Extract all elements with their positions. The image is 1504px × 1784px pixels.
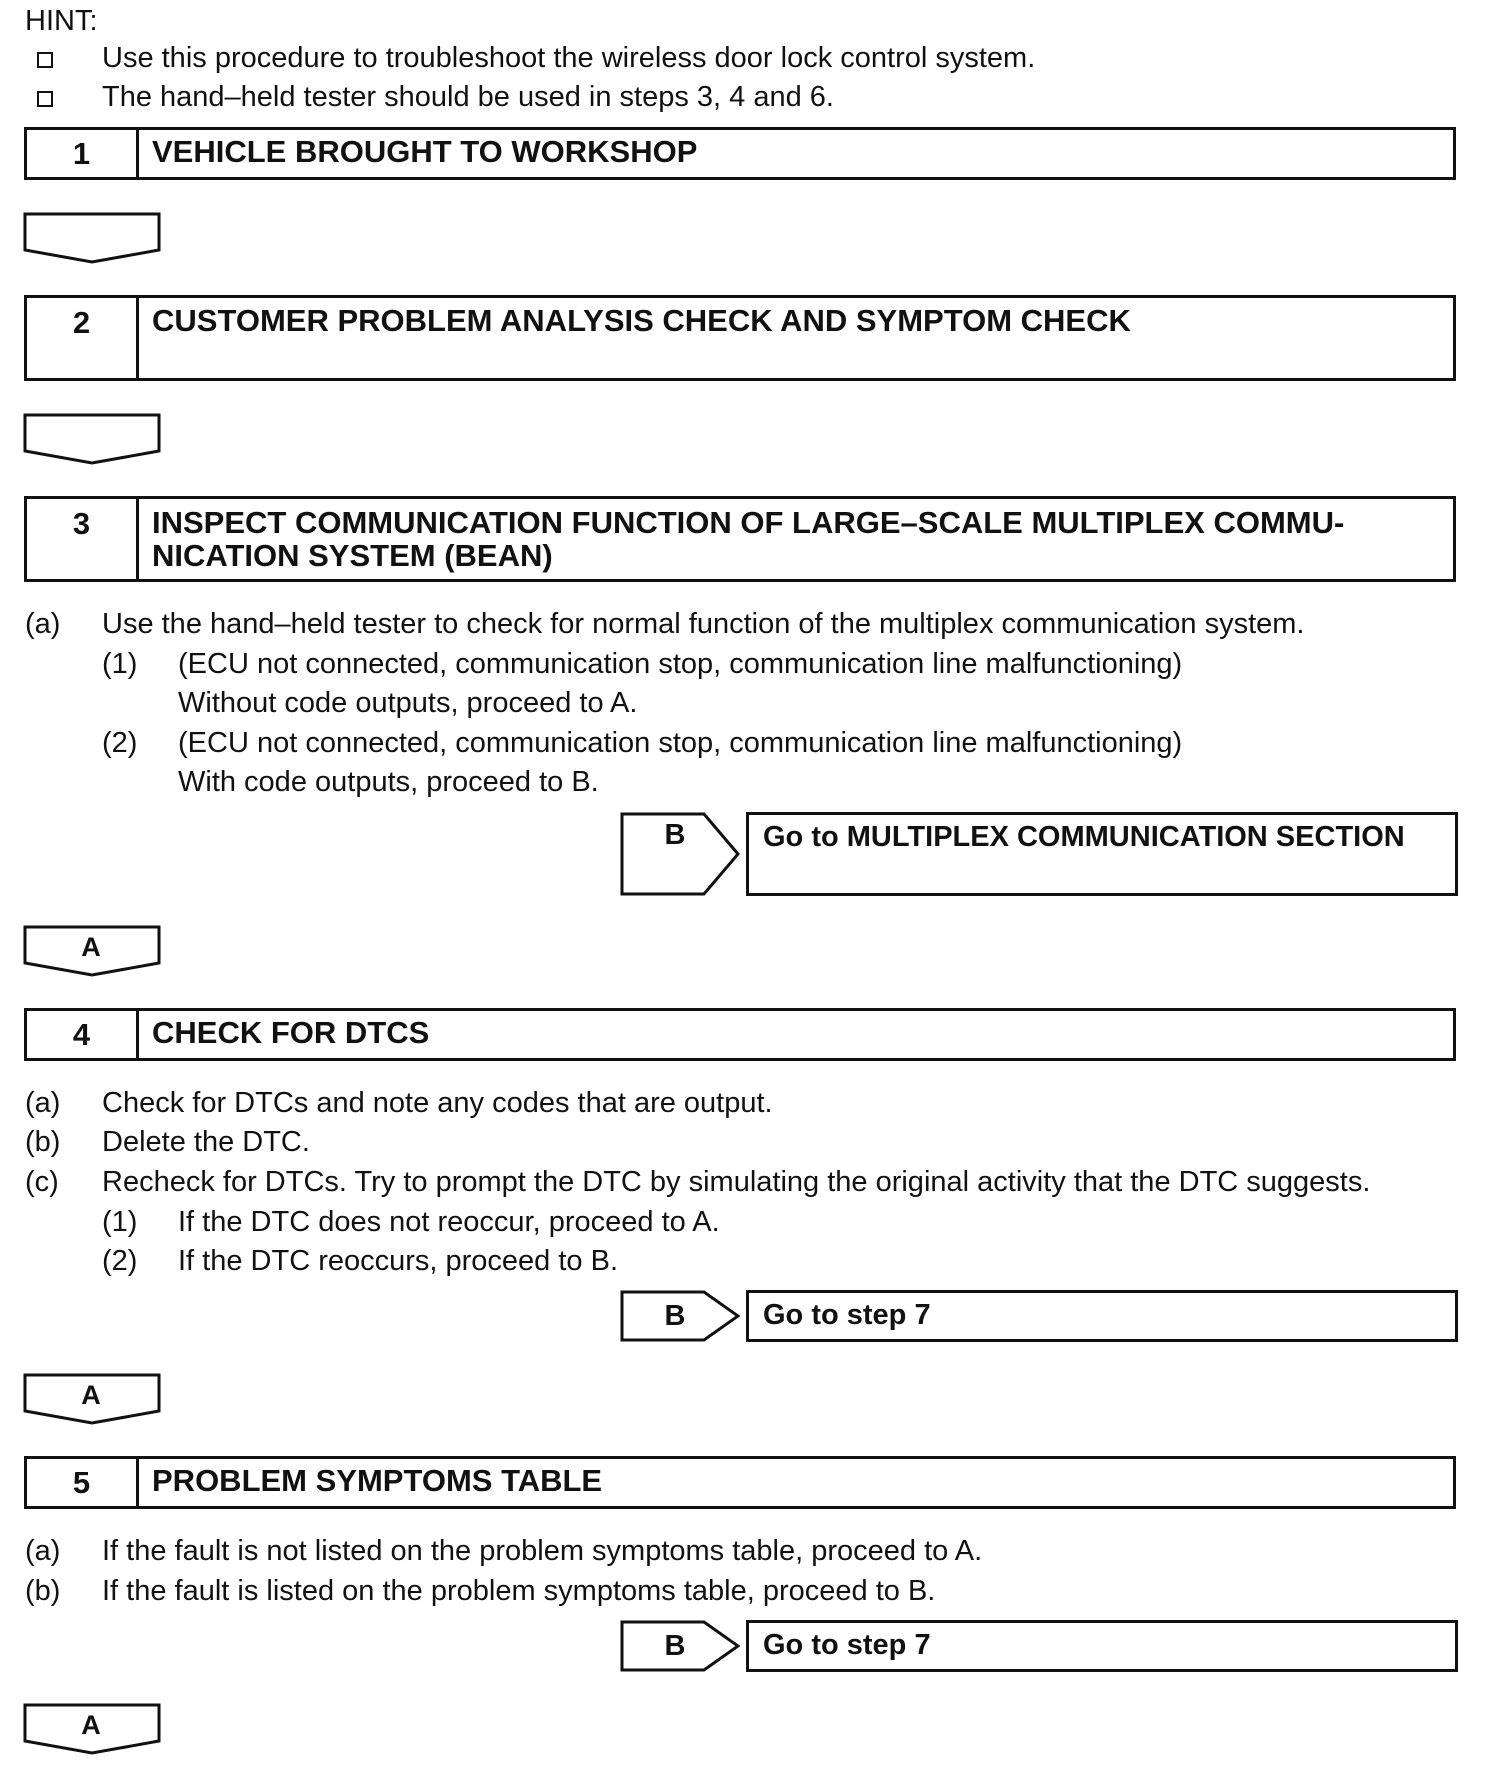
hint-item-2: The hand–held tester should be used in steps 3, 4 and 6. xyxy=(102,81,834,113)
step-4-item-a-text: Check for DTCs and note any codes that are output. xyxy=(102,1087,773,1119)
step-3-goto-text: Go to MULTIPLEX COMMUNICATION SECTION xyxy=(763,821,1405,853)
flow-down-arrow-icon xyxy=(23,212,161,266)
step-5-goto-box xyxy=(746,1620,1458,1672)
step-3-number: 3 xyxy=(27,499,139,579)
step-5-title: PROBLEM SYMPTOMS TABLE xyxy=(152,1463,603,1498)
step-1-box xyxy=(24,127,1456,180)
step-5-item-a-text: If the fault is not listed on the problem symptoms table, proceed to A. xyxy=(102,1535,983,1567)
step-5-number: 5 xyxy=(27,1459,139,1506)
step-3-sub-1-line-2: Without code outputs, proceed to A. xyxy=(178,687,638,719)
step-4-box xyxy=(24,1008,1456,1061)
step-3-box xyxy=(24,496,1456,582)
step-3-branch-label: B xyxy=(664,819,686,851)
step-4-sub-2-marker: (2) xyxy=(102,1245,138,1277)
step-4-goto-text: Go to step 7 xyxy=(763,1299,931,1331)
flow-down-arrow-icon xyxy=(23,413,161,467)
step-4-sub-1-text: If the DTC does not reoccur, proceed to A. xyxy=(178,1206,720,1238)
step-4-item-c-text: Recheck for DTCs. Try to prompt the DTC by simulating the original activity that the DTC suggests. xyxy=(102,1166,1371,1198)
step-1-number: 1 xyxy=(27,130,139,177)
flow-a-label: A xyxy=(81,932,101,962)
flow-a-label: A xyxy=(81,1380,101,1410)
step-3-item-a-text: Use the hand–held tester to check for normal function of the multiplex communication system. xyxy=(102,608,1305,640)
step-5-branch-label: B xyxy=(664,1630,686,1662)
step-5-item-b-marker: (b) xyxy=(25,1575,61,1607)
checkbox-square-icon xyxy=(37,91,53,107)
step-4-sub-2-text: If the DTC reoccurs, proceed to B. xyxy=(178,1245,619,1277)
step-3-title-line-2: NICATION SYSTEM (BEAN) xyxy=(152,538,553,573)
step-3-title xyxy=(152,499,1439,572)
step-4-number: 4 xyxy=(27,1011,139,1058)
step-3-sub-2-line-1: (ECU not connected, communication stop, communication line malfunctioning) xyxy=(178,727,1183,759)
step-1-title: VEHICLE BROUGHT TO WORKSHOP xyxy=(152,134,698,169)
step-5-goto-text: Go to step 7 xyxy=(763,1629,931,1661)
hint-item-1: Use this procedure to troubleshoot the wireless door lock control system. xyxy=(102,42,1036,74)
step-3-title-line-1: INSPECT COMMUNICATION FUNCTION OF LARGE–SCALE MULTIPLEX COMMU- xyxy=(152,505,1345,540)
checkbox-square-icon xyxy=(37,52,53,68)
step-3-item-a-marker: (a) xyxy=(25,608,61,640)
step-4-item-b-text: Delete the DTC. xyxy=(102,1126,310,1158)
step-4-item-a-marker: (a) xyxy=(25,1087,61,1119)
hint-label: HINT: xyxy=(25,5,98,37)
step-5-item-b-text: If the fault is listed on the problem symptoms table, proceed to B. xyxy=(102,1575,936,1607)
step-3-sub-1-marker: (1) xyxy=(102,648,138,680)
step-3-sub-2-line-2: With code outputs, proceed to B. xyxy=(178,766,599,798)
step-4-item-c-marker: (c) xyxy=(25,1166,59,1198)
step-3-sub-1-line-1: (ECU not connected, communication stop, communication line malfunctioning) xyxy=(178,648,1183,680)
step-4-branch-label: B xyxy=(664,1300,686,1332)
step-4-item-b-marker: (b) xyxy=(25,1126,61,1158)
step-3-goto-box xyxy=(746,812,1458,896)
step-2-box xyxy=(24,295,1456,381)
step-4-sub-1-marker: (1) xyxy=(102,1206,138,1238)
step-2-title: CUSTOMER PROBLEM ANALYSIS CHECK AND SYMPTOM CHECK xyxy=(152,303,1131,338)
step-4-branch-b xyxy=(620,1290,740,1342)
step-5-box xyxy=(24,1456,1456,1509)
step-5-item-a-marker: (a) xyxy=(25,1535,61,1567)
step-3-sub-2-marker: (2) xyxy=(102,727,138,759)
step-3-branch-b xyxy=(620,812,740,896)
step-4-goto-box xyxy=(746,1290,1458,1342)
step-4-title: CHECK FOR DTCS xyxy=(152,1015,430,1050)
step-2-number: 2 xyxy=(27,298,139,378)
flow-a-label: A xyxy=(81,1710,101,1740)
step-5-branch-b xyxy=(620,1620,740,1672)
